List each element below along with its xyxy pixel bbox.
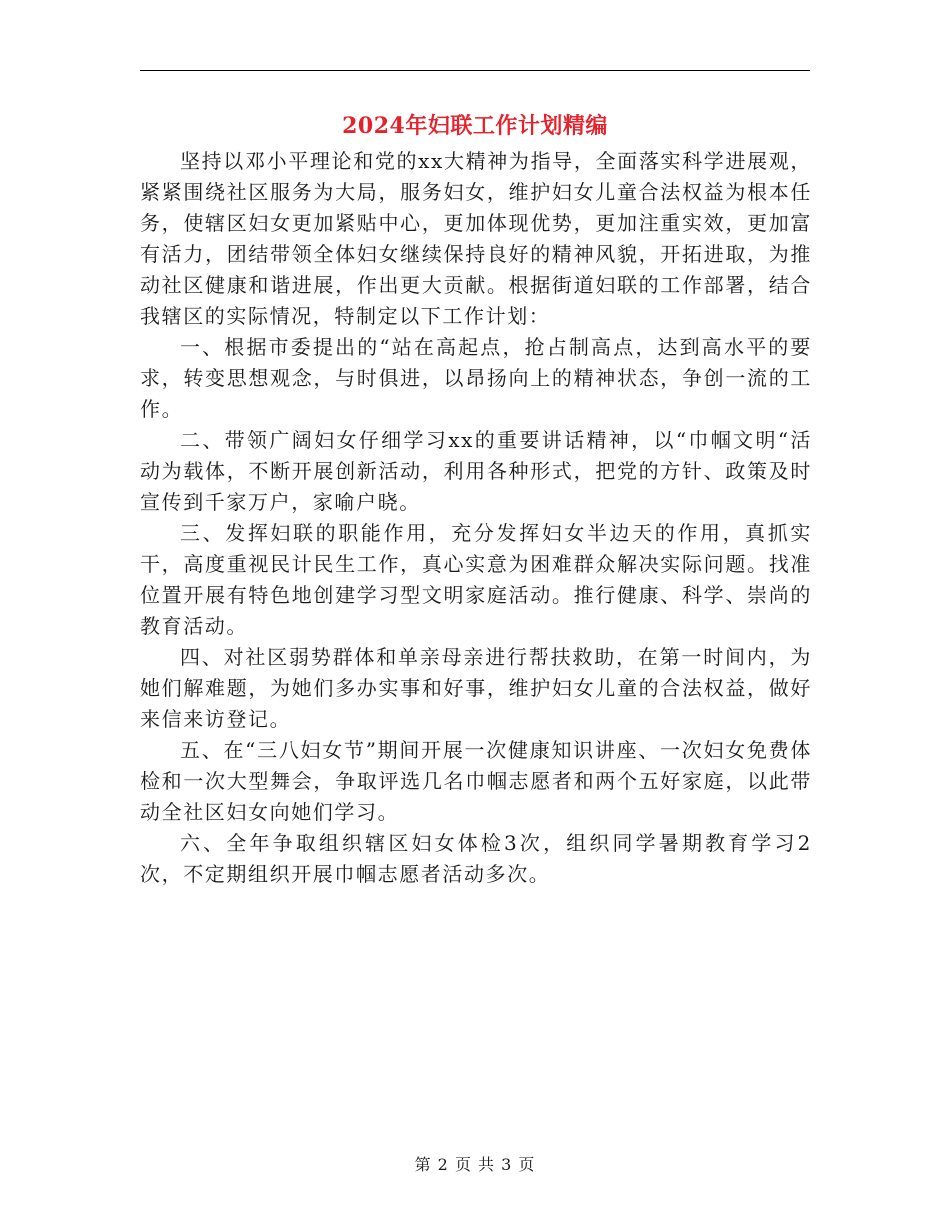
intro-paragraph: 坚持以邓小平理论和党的xx大精神为指导，全面落实科学进展观，紧紧围绕社区服务为大局，服务妇女，维护妇女儿童合法权益为根本任务，使辖区妇女更加紧贴中心，更加体现优势，更加注重实效，更加富有活力，团结带领全体妇女继续保持良好的精神风貌，开拓进取，为推动社区健康和谐进展，作出更大贡献。根据街道妇联的工作部署，结合我辖区的实际情况，特制定以下工作计划： bbox=[140, 149, 812, 328]
plan-item-6: 六、全年争取组织辖区妇女体检3次，组织同学暑期教育学习2次，不定期组织开展巾帼志愿者活动多次。 bbox=[140, 831, 812, 886]
plan-item-4: 四、对社区弱势群体和单亲母亲进行帮扶救助，在第一时间内，为她们解难题，为她们多办实事和好事，维护妇女儿童的合法权益，做好来信来访登记。 bbox=[140, 645, 812, 731]
plan-item-3: 三、发挥妇联的职能作用，充分发挥妇女半边天的作用，真抓实干，高度重视民计民生工作，真心实意为困难群众解决实际问题。找准位置开展有特色地创建学习型文明家庭活动。推行健康、科学、崇尚的教育活动。 bbox=[140, 521, 812, 638]
page-number-footer: 第 2 页 共 3 页 bbox=[414, 1155, 536, 1174]
document-body bbox=[140, 146, 812, 890]
plan-item-2: 二、带领广阔妇女仔细学习xx的重要讲话精神，以“巾帼文明“活动为载体，不断开展创新活动，利用各种形式，把党的方针、政策及时宣传到千家万户，家喻户晓。 bbox=[140, 428, 812, 514]
header-rule bbox=[140, 70, 810, 71]
document-title: 2024年妇联工作计划精编 bbox=[342, 113, 608, 139]
plan-item-5: 五、在“三八妇女节”期间开展一次健康知识讲座、一次妇女免费体检和一次大型舞会，争取评选几名巾帼志愿者和两个五好家庭，以此带动全社区妇女向她们学习。 bbox=[140, 738, 812, 824]
plan-item-1: 一、根据市委提出的“站在高起点，抢占制高点，达到高水平的要求，转变思想观念，与时俱进，以昂扬向上的精神状态，争创一流的工作。 bbox=[140, 335, 812, 421]
